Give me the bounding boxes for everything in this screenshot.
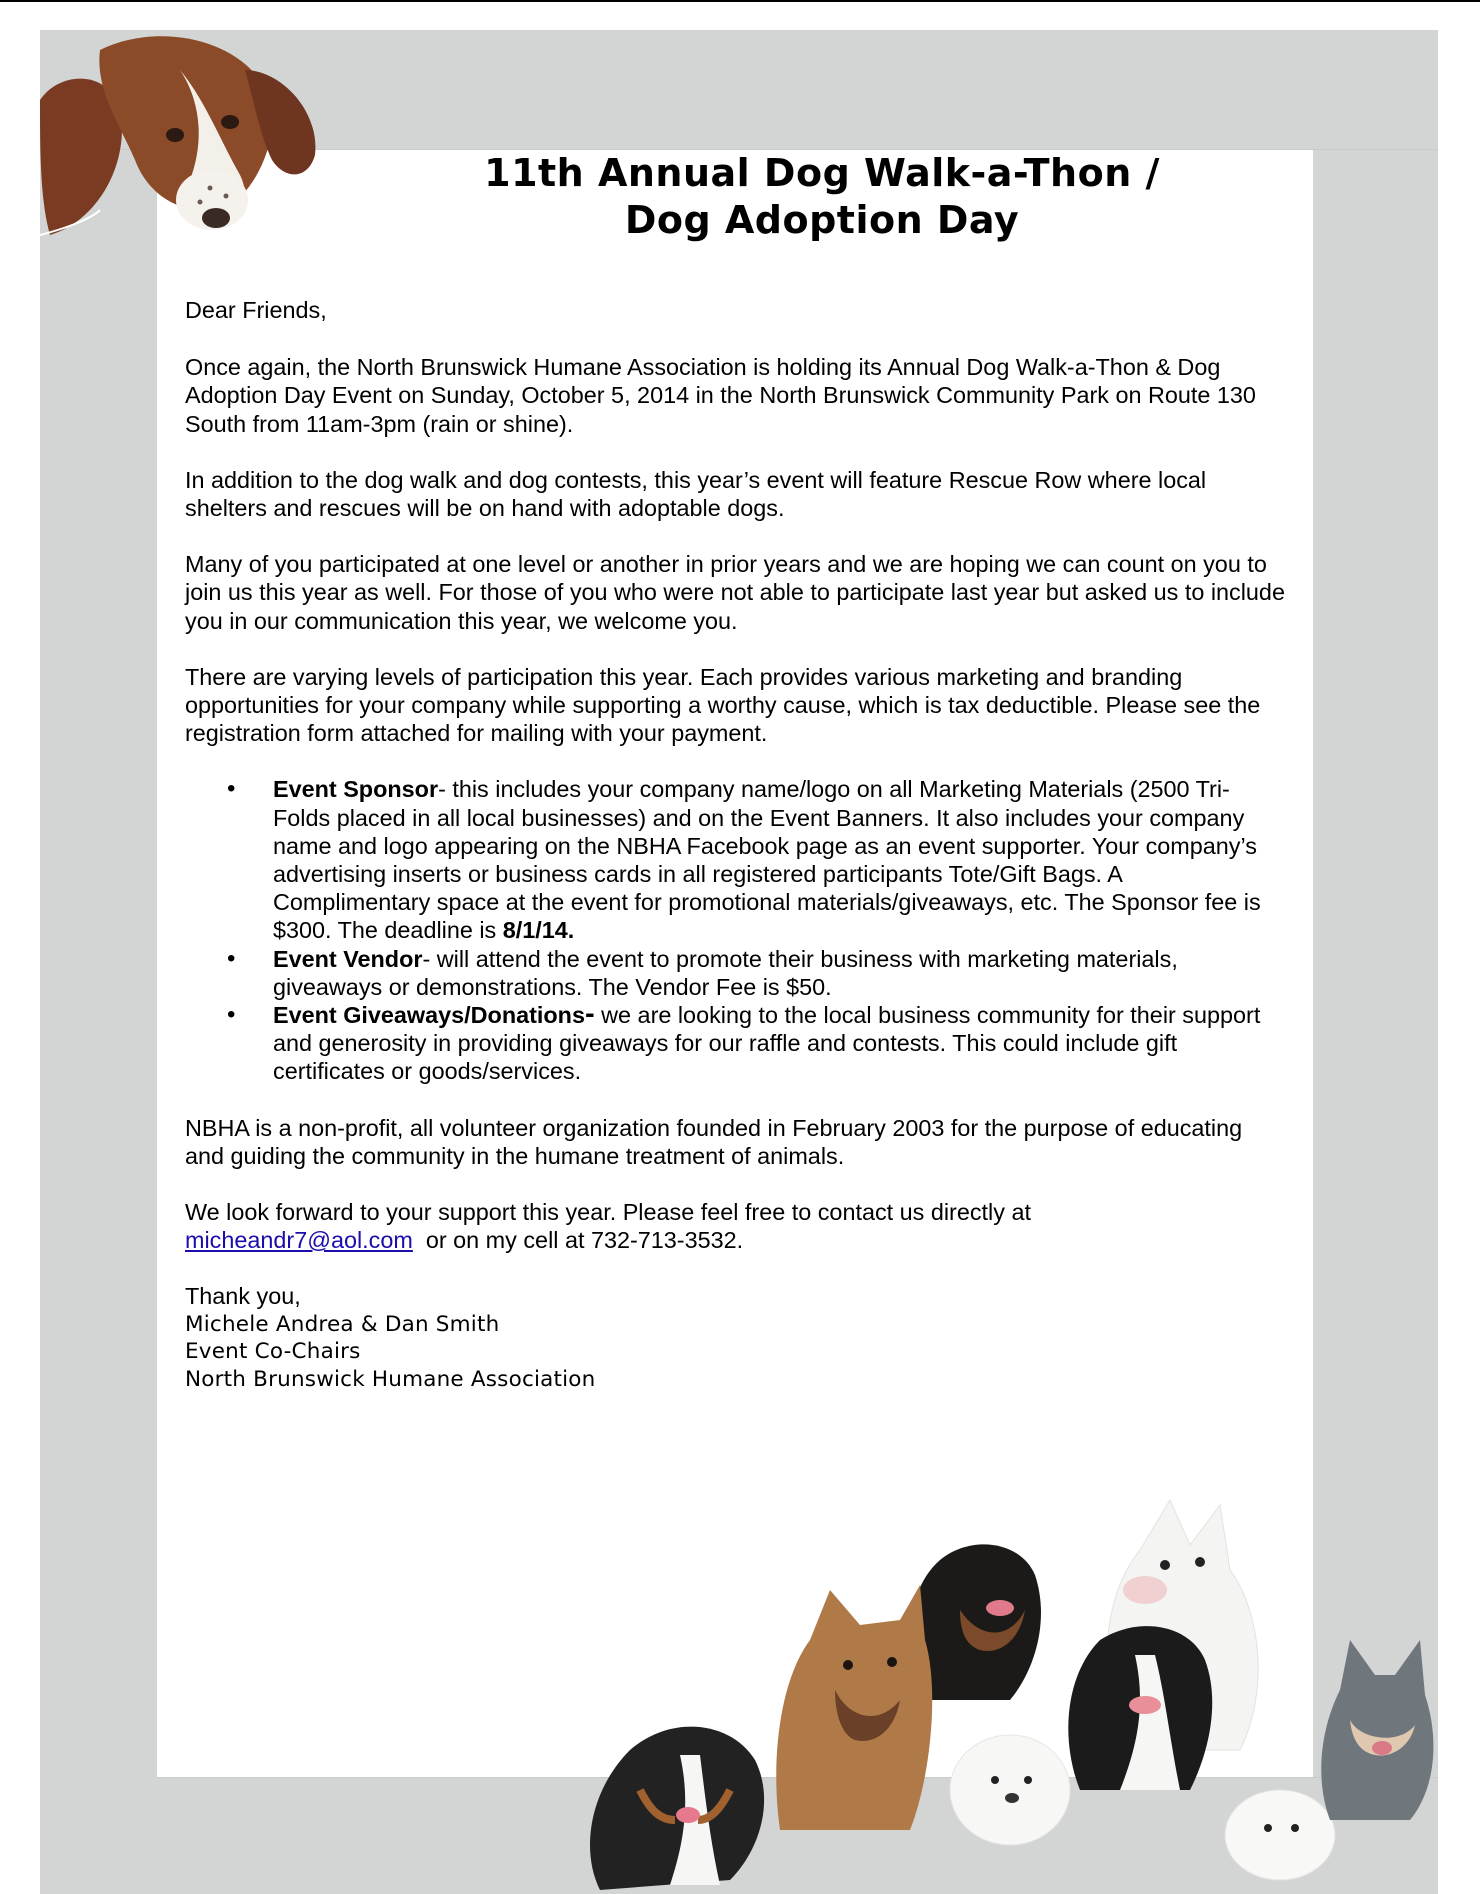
signers: Michele Andrea & Dan Smith bbox=[185, 1311, 500, 1337]
paragraph-participation: Many of you participated at one level or another in prior years and we are hoping we can count on you to join us this year as well. For those of you who were not able to participate last year but asked us to include you in our communication this year, we welcome you. bbox=[185, 551, 1285, 634]
list-item-event-vendor bbox=[185, 945, 1285, 1001]
paragraph-levels-intro: There are varying levels of participation this year. Each provides various marketing and branding opportunities for your company while supporting a worthy cause, which is tax deductible. Please see the registration form attached for mailing with your payment. bbox=[185, 663, 1261, 747]
paragraph-contact bbox=[185, 1198, 1285, 1254]
contact-phone: or on my cell at 732-713-3532. bbox=[412, 1227, 744, 1254]
level-name: Event Giveaways/Donations bbox=[273, 1002, 585, 1029]
level-name: Event Sponsor bbox=[273, 776, 439, 803]
closing: Thank you, bbox=[185, 1283, 301, 1310]
list-item-event-giveaways bbox=[185, 998, 1285, 1086]
level-description: we are looking to the local business community for their support and generosity in providing giveaways for our raffle and contests. This could include gift certificates or goods/services. bbox=[273, 1002, 1261, 1085]
sponsor-deadline: 8/1/14. bbox=[502, 917, 575, 944]
signer-role: Event Co-Chairs bbox=[185, 1339, 361, 1365]
page-title bbox=[157, 150, 1480, 244]
paragraph-rescue-row: In addition to the dog walk and dog contests, this year’s event will feature Rescue Row where local shelters and rescues will be on hand with adoptable dogs. bbox=[185, 466, 1207, 522]
title-line-1: 11th Annual Dog Walk-a-Thon / bbox=[484, 151, 1160, 195]
group-of-dogs-image bbox=[580, 1490, 1450, 1894]
title-line-2: Dog Adoption Day bbox=[624, 198, 1020, 242]
participation-levels-list bbox=[185, 775, 1285, 1085]
contact-intro: We look forward to your support this year. Please feel free to contact us directly at bbox=[185, 1199, 1031, 1226]
greeting: Dear Friends, bbox=[185, 297, 327, 323]
level-dash: - bbox=[584, 998, 595, 1031]
level-description: - this includes your company name/logo on all Marketing Materials (2500 Tri-Folds placed in all local businesses) and on the Event Banners. It also includes your company name and logo appearing on the NBHA Facebook page as an event supporter. Your company’s advertising inserts or business cards in all registered participants Tote/Gift Bags. A Complimentary space at the event for promotional materials/giveaways, etc. The Sponsor fee is $300. The deadline is bbox=[273, 776, 1261, 944]
list-item-event-sponsor bbox=[185, 775, 1285, 944]
level-description: - will attend the event to promote their business with marketing materials, giveaways or demonstrations. The Vendor Fee is $50. bbox=[273, 945, 1178, 1000]
signature-block bbox=[185, 1282, 1285, 1393]
organization-name: North Brunswick Humane Association bbox=[185, 1366, 596, 1392]
paragraph-nbha-about: NBHA is a non-profit, all volunteer organization founded in February 2003 for the purpose of educating and guiding the community in the humane treatment of animals. bbox=[185, 1114, 1243, 1169]
email-link[interactable]: micheandr7@aol.com bbox=[185, 1227, 413, 1254]
level-name: Event Vendor bbox=[273, 945, 423, 972]
letter-body bbox=[185, 296, 1285, 1421]
paragraph-event-intro: Once again, the North Brunswick Humane Association is holding its Annual Dog Walk-a-Thon & Dog Adoption Day Event on Sunday, October 5, 2014 in the North Brunswick Community Park on Route 130 South from 11am-3pm (rain or shine). bbox=[185, 354, 1256, 437]
top-border-line bbox=[0, 0, 1480, 2]
